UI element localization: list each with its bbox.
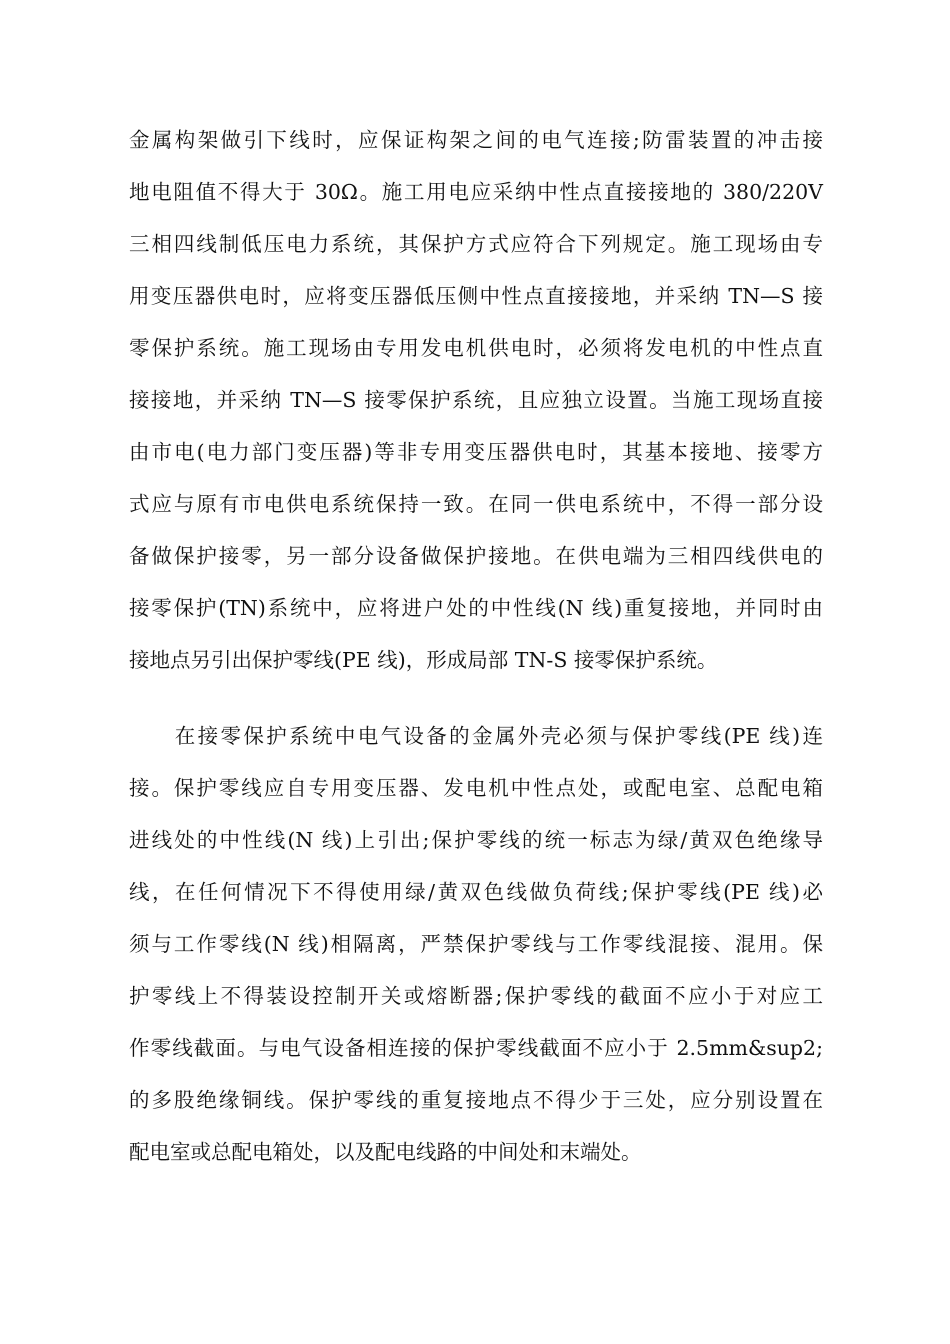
text-line: 接接地，并采纳 TN—S 接零保护系统，且应独立设置。当施工现场直接 xyxy=(129,388,823,412)
text-line: 金属构架做引下线时，应保证构架之间的电气连接;防雷装置的冲击接 xyxy=(129,128,823,152)
text-line: 备做保护接零，另一部分设备做保护接地。在供电端为三相四线供电的 xyxy=(129,544,823,568)
text-line: 三相四线制低压电力系统，其保护方式应符合下列规定。施工现场由专 xyxy=(129,232,823,256)
text-line: 的多股绝缘铜线。保护零线的重复接地点不得少于三处，应分别设置在 xyxy=(129,1088,823,1112)
text-line: 式应与原有市电供电系统保持一致。在同一供电系统中，不得一部分设 xyxy=(129,492,823,516)
text-line: 线，在任何情况下不得使用绿/黄双色线做负荷线;保护零线(PE 线)必 xyxy=(129,880,823,904)
text-line: 接。保护零线应自专用变压器、发电机中性点处，或配电室、总配电箱 xyxy=(129,776,823,800)
text-line: 须与工作零线(N 线)相隔离，严禁保护零线与工作零线混接、混用。保 xyxy=(129,932,823,956)
text-line: 地电阻值不得大于 30Ω。施工用电应采纳中性点直接接地的 380/220V xyxy=(129,180,823,204)
text-line: 接地点另引出保护零线(PE 线)，形成局部 TN-S 接零保护系统。 xyxy=(129,648,718,672)
paragraph-grounding-system xyxy=(129,114,823,686)
text-line: 配电室或总配电箱处，以及配电线路的中间处和末端处。 xyxy=(129,1140,642,1164)
text-line: 接零保护(TN)系统中，应将进户处的中性线(N 线)重复接地，并同时由 xyxy=(129,596,823,620)
text-line: 用变压器供电时，应将变压器低压侧中性点直接接地，并采纳 TN—S 接 xyxy=(129,284,823,308)
text-line: 进线处的中性线(N 线)上引出;保护零线的统一标志为绿/黄双色绝缘导 xyxy=(129,828,823,852)
text-line: 护零线上不得装设控制开关或熔断器;保护零线的截面不应小于对应工 xyxy=(129,984,823,1008)
text-line: 作零线截面。与电气设备相连接的保护零线截面不应小于 2.5mm&sup2; xyxy=(129,1036,823,1060)
text-line: 在接零保护系统中电气设备的金属外壳必须与保护零线(PE 线)连 xyxy=(129,724,823,748)
text-line: 零保护系统。施工现场由专用发电机供电时，必须将发电机的中性点直 xyxy=(129,336,823,360)
paragraph-protective-neutral xyxy=(129,710,823,1178)
text-line: 由市电(电力部门变压器)等非专用变压器供电时，其基本接地、接零方 xyxy=(129,440,823,464)
